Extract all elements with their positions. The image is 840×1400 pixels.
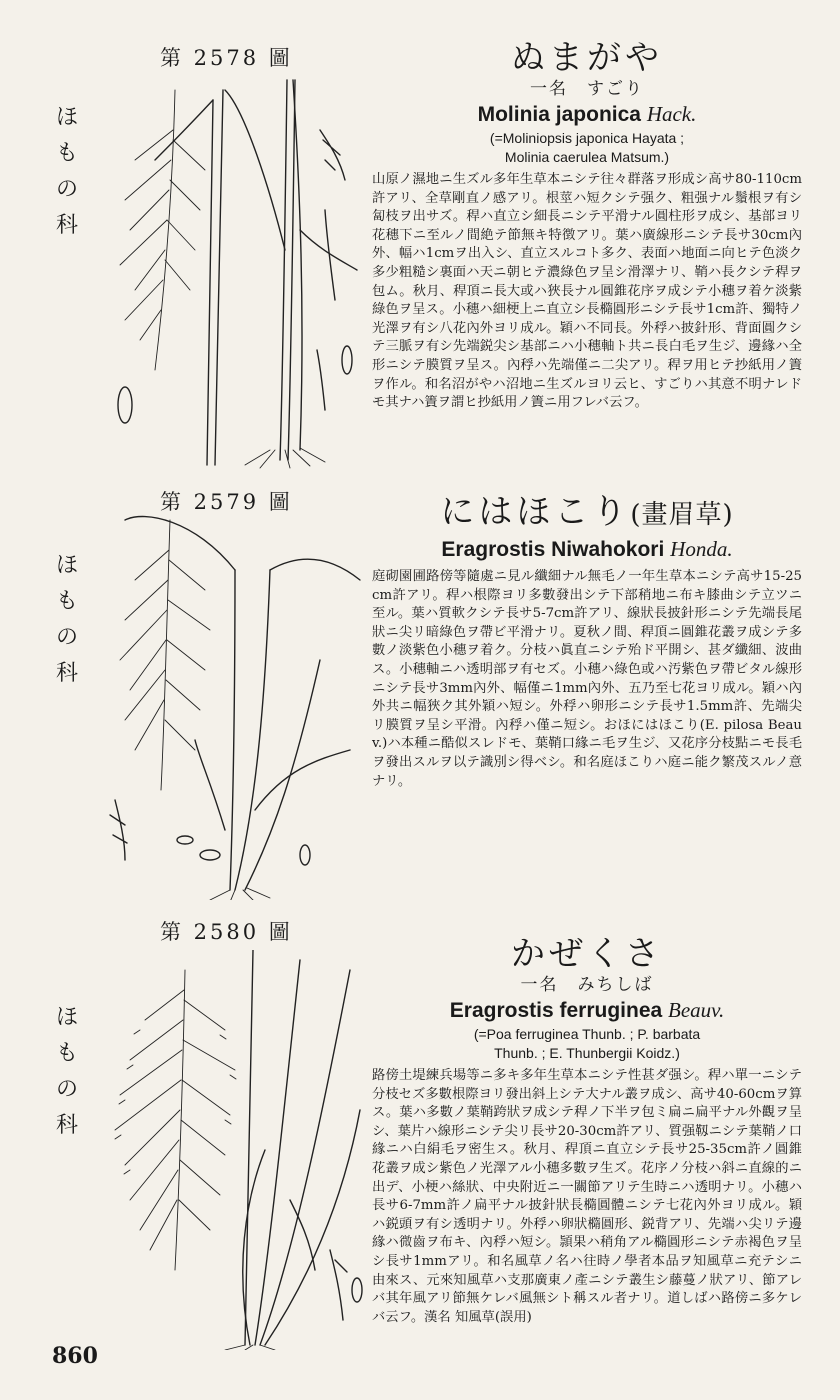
alternate-name: 一名 すごり <box>530 79 644 99</box>
synonym-line-1: (=Moliniopsis japonica Hayata ; <box>489 130 685 146</box>
japanese-name: かぜくさ <box>511 934 663 974</box>
description: 山原ノ濕地ニ生ズル多年生草本ニシテ往々群落ヲ形成シ高サ80-110cm許アリ、全草剛直ノ感アリ。根莖ハ短クシテ强ク、粗强ナル鬚根ヲ有シ匐枝ヲ出サズ。稈ハ直立シ細長ニシテ平滑ナル圓柱形ヲ成シ、基部ヨリ花穗下ニ至ルノ間絶テ節無キ特徴アリ。葉ハ廣線形ニシテ長サ30cm內外、幅ハ1cmヲ出入シ、直立スルコト多ク、表面ハ地面ニ向ヒテ色淡ク多少粗糙シ裏面ハ天ニ朝ヒテ濃綠色ヲ呈シ滑澤ナリ、鞘ハ長クシテ稈ヲ包ム。秋月、稈頂ニ長大或ハ狹長ナル圓錐花序ヲ成シテ小穗ヲ着ケ淡紫綠色ヲ呈ス。小穗ハ細梗上ニ直立シ長橢圓形ニシテ長サ1cm許、獨特ノ光澤ヲ有シ八花內外ヨリ成ル。穎ハ不同長。外稃ハ披針形、背面圓クシテ三脈ヲ有シ先端鋭尖シ基部ニハ小穗軸ト共ニ長白毛ヲ生ジ、邊緣ハ全形ニシテ膜質ヲ呈ス。內稃ハ先端僅ニ二尖アリ。稈ヲ用ヒテ抄紙用ノ簀ヲ作ル。和名沼がやハ沼地ニ生ズルヨリ云ヒ、すごりハ其意不明ナレドモ其ナハ簀ヲ謂ヒ抄紙用ノ簀ニ用フレバ云フ。 <box>372 172 802 411</box>
family-label: ほもの科 <box>55 105 78 238</box>
scientific-name <box>372 100 802 129</box>
scientific-author: Beauv. <box>668 998 725 1022</box>
scientific-author: Hack. <box>646 102 697 126</box>
scientific-name <box>372 535 802 564</box>
scientific-binomial: Eragrostis Niwahokori <box>441 538 665 561</box>
description: 庭砌園圃路傍等隨處ニ見ル纖細ナル無毛ノ一年生草本ニシテ高サ15-25cm許アリ。稈ハ根際ヨリ多數發出シテ下部稍地ニ布キ膝曲シテ立ツニ至ル。葉ハ質軟クシテ長サ5-7cm許アリ、線狀長披針形ニシテ先端長尾狀ニ尖リ暗綠色ヲ帶ビ平滑ナリ。夏秋ノ間、稈頂ニ圓錐花叢ヲ成シテ多數ノ淡紫色小穗ヲ着ク。分枝ハ眞直ニシテ殆ド平開シ、甚ダ纖細、波曲ス。小穗軸ニハ透明部ヲ有セズ。小穗ハ綠色或ハ汚紫色ヲ帶ビタル線形ニシテ長サ3mm內外、幅僅ニ1mm內外、五乃至七花ヨリ成ル。穎ハ內外共ニ幅狹ク其外穎ハ短シ。外稃ハ卵形ニシテ長サ1.5mm許、先端尖リ膜質ヲ呈シ平滑。內稃ハ僅ニ短シ。おほにはほこり(E. pilosa Beauv.)ハ本種ニ酷似スレドモ、葉鞘口緣ニ毛ヲ生ジ、又花序分枝點ニモ長毛ヲ發出スルヲ以テ識別シ得ベシ。和名庭ほこりハ庭ニ能ク繁茂スルノ意ナリ。 <box>372 569 802 789</box>
figure-number: 第 2579 圖 <box>160 490 293 514</box>
description: 路傍土堤練兵場等ニ多キ多年生草本ニシテ性甚ダ强シ。稈ハ單一ニシテ分枝セズ多數根際ヨリ發出斜上シテ大ナル叢ヲ成シ、高サ40-60cmヲ算ス。葉ハ多數ノ葉鞘跨狀ヲ成シテ稈ノ下半ヲ包ミ扁ニ扁平ナル外觀ヲ呈シ、葉片ハ線形ニシテ尖リ長サ20-30cm許アリ、質强靱ニシテ葉鞘ノ口緣ニハ白絹毛ヲ密生ス。秋月、稈頂ニ直立シテ長サ25-35cm許ノ圓錐花叢ヲ成シ紫色ノ光澤アル小穗多數ヲ生ズ。花序ノ分枝ハ斜ニ直線的ニ出デ、小梗ハ絲狀、中央附近ニ一關節アリテ生時ニハ透明ナリ。小穗ハ長サ6-7mm許ノ扁平ナル披針狀長橢圓體ニシテ七花內外ヨリ成ル。穎ハ鋭頭ヲ有シ透明ナリ。外稃ハ卵狀橢圓形、鋭背アリ、先端ハ尖リテ邊緣ハ微齒ヲ布キ、內稃ハ短シ。頴果ハ稍角アル橢圓形ニシテ赤褐色ヲ呈シ長サ1mmアリ。和名風草ノ名ハ往時ノ學者本品ヲ知風草ニ充テシニ由來ス、元來知風草ハ支那廣東ノ產ニシテ叢生シ藤蔓ノ狀アリ、節アレバ其年風アリ節無ケレバ風無シト稱スル者ナリ。道しばハ路傍ニ多ケレバ云フ。漢名 知風草(誤用) <box>372 1068 802 1325</box>
text-column <box>372 492 802 791</box>
japanese-name-kanji: (畫眉草) <box>630 500 734 530</box>
figure-number: 第 2578 圖 <box>160 46 293 70</box>
japanese-name <box>372 492 802 535</box>
family-label: ほもの科 <box>55 553 78 686</box>
eragrostis-ferruginea-illustration <box>95 950 365 1350</box>
entry-2580 <box>0 910 840 1400</box>
page-number: 860 <box>52 1343 98 1369</box>
japanese-name-kana: にはほこり <box>440 492 631 532</box>
scientific-author: Honda. <box>670 537 733 561</box>
entry-2579 <box>0 480 840 910</box>
synonym-line-1: (=Poa ferruginea Thunb. ; P. barbata <box>473 1026 701 1042</box>
entry-2578 <box>0 0 840 480</box>
alternate-name: 一名 みちしば <box>520 975 654 995</box>
family-label: ほもの科 <box>55 1005 78 1138</box>
scientific-name <box>372 996 802 1025</box>
scientific-binomial: Eragrostis ferruginea <box>449 999 663 1022</box>
text-column <box>372 38 802 413</box>
synonym-line-2: Molinia caerulea Matsum.) <box>504 149 670 165</box>
eragrostis-niwahokori-illustration <box>95 510 365 900</box>
japanese-name: ぬまがや <box>511 38 663 78</box>
scientific-binomial: Molinia japonica <box>477 103 641 126</box>
synonym-line-2: Thunb. ; E. Thunbergii Koidz.) <box>494 1045 680 1061</box>
molinia-illustration <box>95 70 365 470</box>
figure-number: 第 2580 圖 <box>160 920 293 944</box>
text-column <box>372 934 802 1327</box>
